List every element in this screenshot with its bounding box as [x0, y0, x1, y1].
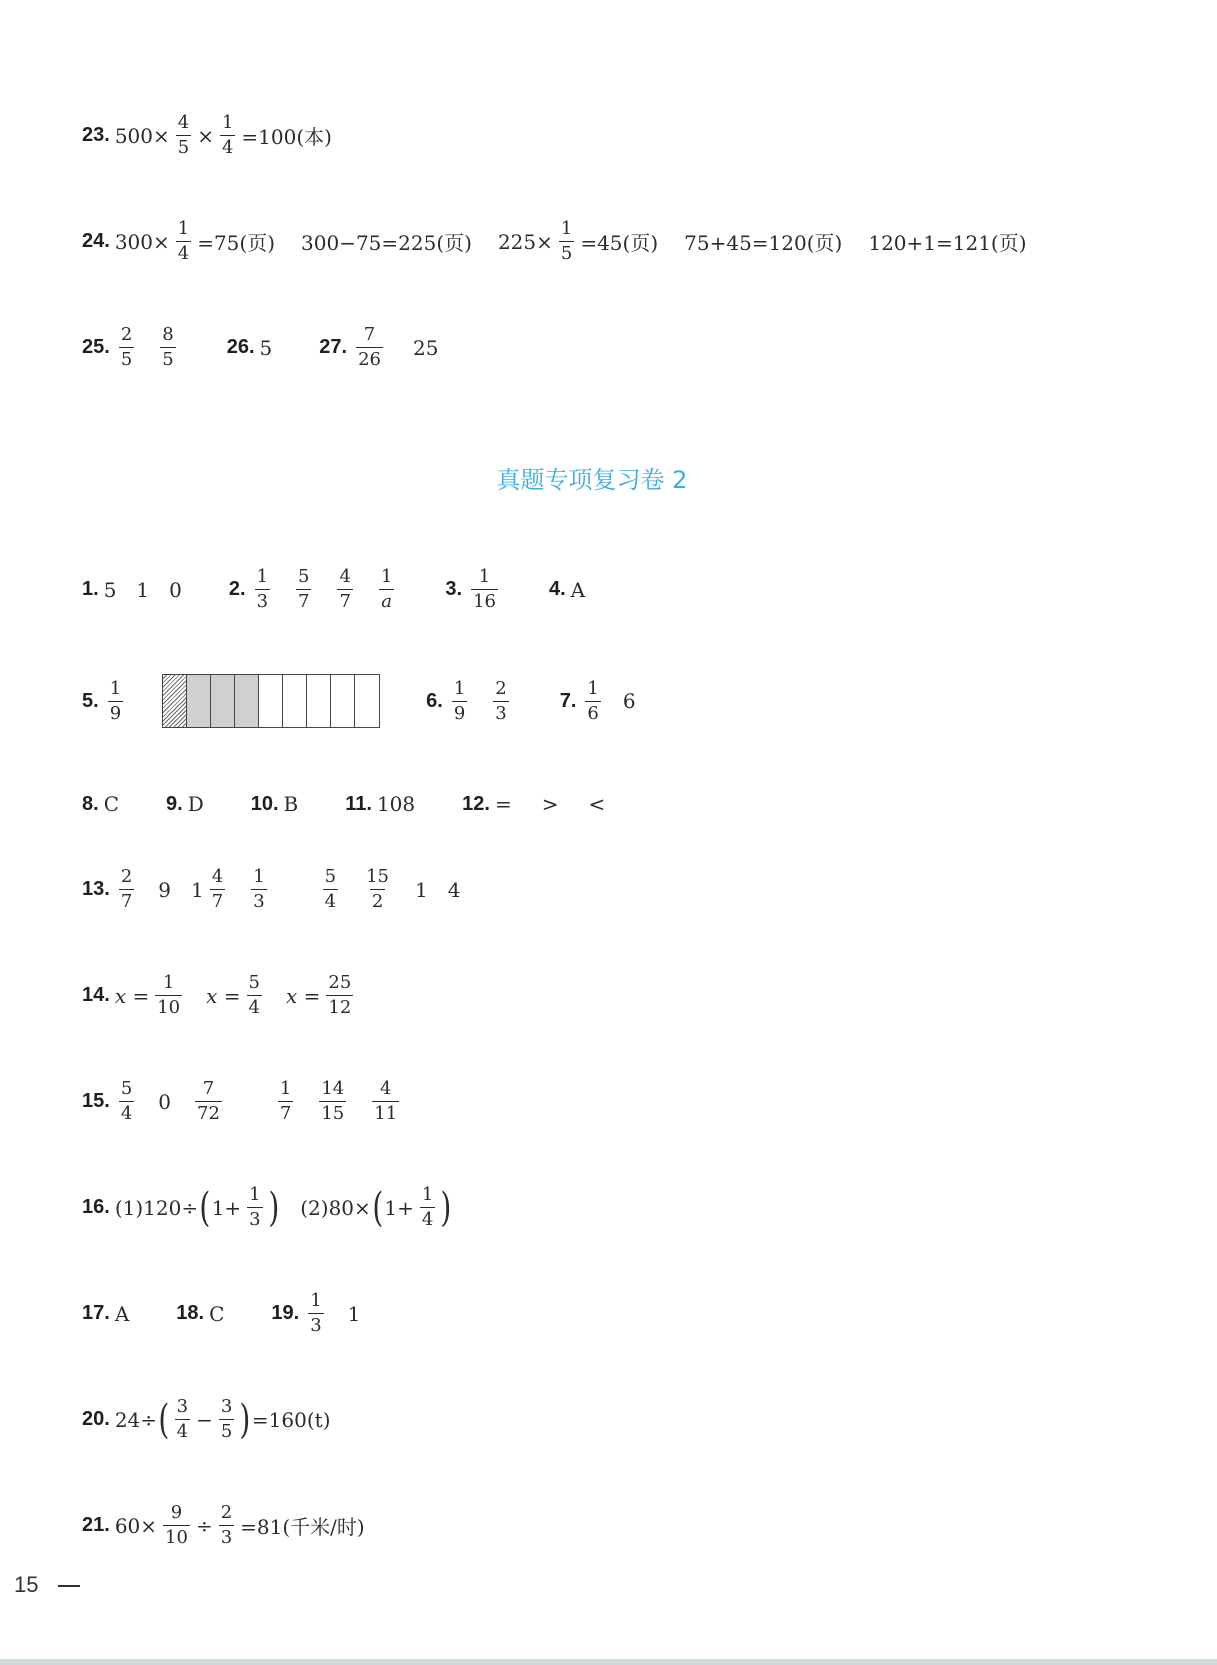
fraction: 1 6	[587, 677, 599, 724]
fraction: 5 4	[324, 866, 337, 912]
fraction: 3 4	[176, 1396, 189, 1442]
question-number: 18.	[176, 1302, 205, 1324]
fraction: 5 4	[120, 1078, 133, 1124]
answer-17-19: 17. A 18. C 19. 1 3 1	[82, 1290, 361, 1336]
fraction: 1 3	[310, 1290, 322, 1336]
fraction: 2 3	[495, 677, 507, 724]
fraction: 2 7	[120, 866, 133, 912]
fraction: 4 11	[374, 1078, 398, 1124]
answer-13: 13. 2 7 9 1 4 7 1 3 5 4 15 2 1 4	[82, 866, 461, 912]
fraction: 7 72	[197, 1078, 220, 1124]
answer-25-27: 25. 2 5 8 5 26. 5 27. 7 26 25	[82, 324, 439, 370]
fraction: 8 5	[162, 324, 174, 370]
question-number: 27.	[319, 336, 348, 358]
fraction: 1 3	[256, 566, 269, 612]
question-number: 8.	[82, 792, 99, 815]
fraction: 15 2	[366, 866, 389, 912]
fraction: 7 26	[358, 324, 381, 370]
fraction: 1 a	[380, 566, 393, 612]
question-number: 4.	[548, 578, 566, 600]
fraction: 4 7	[339, 566, 351, 612]
fraction: $\frac{2}{3}$	[220, 1502, 233, 1548]
question-number: 23.	[82, 124, 110, 146]
fraction: $\frac{4}{5}$	[177, 112, 190, 158]
answer-5-7: 5. 1 9 6. 1 9 2 3 7. 1 6 6	[82, 674, 637, 728]
answer-1-4: 1. 5 1 0 2. 1 3 5 7 4 7 1 a 3. 1 16 4. A	[82, 566, 586, 612]
question-number: 2.	[228, 578, 246, 600]
shaded-fraction-diagram	[162, 674, 380, 728]
question-number: 14.	[82, 984, 110, 1006]
question-number: 16.	[82, 1196, 110, 1218]
fraction: 5 7	[298, 566, 310, 612]
fraction: 4 7	[211, 866, 224, 912]
fraction: $\frac{1}{4}$	[221, 112, 234, 158]
fraction: $\frac{5}{4}$	[248, 972, 260, 1018]
bottom-border	[0, 1659, 1217, 1665]
answer-24: 24. 300× $\frac{1}{4}$ =75(页) 300−75=225(页) 225× $\frac{1}{5}$ =45(页) 75+45=120(页) 120+1=121(页)	[82, 218, 1027, 264]
question-number: 25.	[82, 336, 110, 358]
answer-16: 16. (1)120÷ ( 1+ $\frac{1}{3}$ ) (2)80× ( 1+ $\frac{1}{4}$ )	[82, 1184, 452, 1231]
fraction: $\frac{3}{5}$	[220, 1396, 233, 1442]
question-number: 15.	[82, 1090, 110, 1112]
fraction: 1 16	[473, 566, 496, 612]
fraction: 1 9	[109, 677, 122, 724]
page-number: 15	[14, 1572, 39, 1597]
question-number: 7.	[559, 689, 577, 712]
page-footer	[14, 1572, 80, 1598]
fraction: 14 15	[321, 1078, 345, 1124]
fraction: $\frac{1}{4}$	[177, 218, 190, 264]
fraction: $\frac{1}{10}$	[157, 972, 181, 1018]
question-number: 6.	[426, 689, 443, 712]
fraction: 1 3	[253, 866, 265, 912]
fraction: 1 9	[453, 677, 466, 724]
answer-15: 15. 5 4 0 7 72 1 7 14 15 4 11	[82, 1078, 398, 1124]
question-number: 3.	[445, 578, 463, 600]
question-number: 19.	[271, 1302, 300, 1324]
question-number: 5.	[82, 689, 99, 712]
question-number: 1.	[82, 578, 99, 600]
fraction: 1 7	[279, 1078, 292, 1124]
fraction: $\frac{1}{5}$	[560, 218, 573, 264]
question-number: 10.	[250, 792, 279, 815]
question-number: 12.	[462, 792, 490, 815]
fraction: $\frac{25}{12}$	[328, 972, 352, 1018]
question-number: 13.	[82, 878, 110, 900]
answer-21: 21. 60× $\frac{9}{10}$ ÷ $\frac{2}{3}$ =81(千米/时)	[82, 1502, 365, 1548]
fraction: $\frac{1}{4}$	[421, 1184, 434, 1230]
section-title: 真题专项复习卷 2	[496, 466, 688, 494]
answer-23: 23. 500× $\frac{4}{5}$ × $\frac{1}{4}$ =100(本)	[82, 112, 332, 158]
fraction: $\frac{9}{10}$	[165, 1502, 188, 1548]
fraction: 2 5	[120, 324, 133, 370]
answer-14: 14. x = $\frac{1}{10}$ x = $\frac{5}{4}$ x = $\frac{25}{12}$	[82, 972, 352, 1018]
question-number: 26.	[226, 336, 255, 358]
question-number: 11.	[345, 792, 372, 815]
question-number: 9.	[166, 792, 183, 815]
question-number: 24.	[82, 230, 110, 252]
footer-dash	[58, 1585, 80, 1587]
question-number: 17.	[82, 1302, 110, 1324]
fraction: $\frac{1}{3}$	[249, 1184, 261, 1230]
question-number: 20.	[82, 1408, 110, 1430]
question-number: 21.	[82, 1514, 110, 1536]
answer-20: 20. 24÷ ( 3 4 − $\frac{3}{5}$ ) =160(t)	[82, 1396, 331, 1443]
answer-8-12: 8. C 9. D 10. B 11. 108 12. = > <	[82, 792, 606, 816]
